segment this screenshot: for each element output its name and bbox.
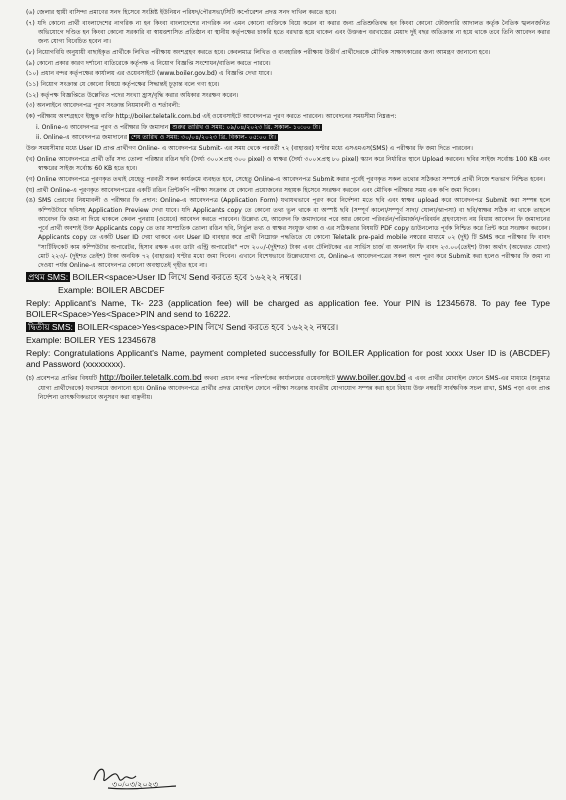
signature-date: ৩০/০৩/২০২৩ [112,780,159,789]
section-3-heading: (৩) অনলাইনে আবেদনপত্র পূরণ সংক্রান্ত নিয়মাবলী ও শর্তাবলী: [26,102,180,110]
start-label: i. [36,123,40,131]
verify-para: (গ) Online আবেদনপত্রে পূরণকৃত তথ্যই যেহেতু পরবর্তী সকল কার্যক্রমে ব্যবহৃত হবে, সেহেতু Online-এ আবেদনপত্র Submit করার পূর্বেই পূরণকৃত সকল তথ্যের সঠিকতা সম্পর্কে প্রার্থী নিজে শতভাগ নিশ্চিত হবেন। [26,175,546,183]
item-7: (৭) যদি কোনো প্রার্থী বাংলাদেশের নাগরিক না হন কিংবা বাংলাদেশের নাগরিক নন এমন কোনো ব্যক্তিকে বিয়ে করেন বা করার জন্য প্রতিশ্রুতিবদ্ধ হন কিংবা কোনো ফৌজদারি আদালত কর্তৃক নৈতিক স্খলনজনিত অভিযোগে দণ্ডিত হন কিংবা কোনো সরকারি বা স্বায়ত্তশাসিত প্রতিষ্ঠান বা স্থানীয় কর্তৃপক্ষের চাকরি হতে বরখাস্ত হয়ে থাকেন এবং উক্তরূপ বরখাস্তের মেয়াদ দুই বছর অতিক্রান্ত না হয়ে থাকে তবে তিনি আবেদন করার জন্য যোগ্য বিবেচিত হবেন না। [26,19,550,46]
online-intro: (ক) পরীক্ষায় অংশগ্রহণে ইচ্ছুক ব্যক্তি http://boiler.teletalk.com.bd এই ওয়েবসাইটে আবেদনপত্র পূরণ করতে পারবেন। আবেদনের সময়সীমা নিম্নরূপ: [26,113,397,121]
item-11: (১১) নিয়োগ সংক্রান্ত যে কোনো বিষয়ে কর্তৃপক্ষের সিদ্ধান্তই চূড়ান্ত বলে গণ্য হবে। [26,81,220,89]
sms-rules-para: (ঙ) SMS প্রেরণের নিয়মাবলী ও পরীক্ষার ফি প্রদান: Online-এ আবেদনপত্র (Application Form) যথাযথভাবে পূরণ করে নির্দেশনা মতে ছবি এবং স্বাক্ষর upload করে আবেদনপত্র Submit করা সম্পন্ন হলে কম্পিউটারে ছবিসহ Application Preview দেখা যাবে। যদি Applicants copy তে কোনো তথ্য ভুল থাকে বা অস্পষ্ট ছবি (সম্পূর্ণ কালো/সম্পূর্ণ সাদা/ ঘোলা/ঝাপসা) বা ছবি/স্বাক্ষর সঠিক না থাকে তাহলে আবেদন ফি জমা না দিয়ে থাকলে কেবল পুনরায় (ওয়েবে) আবেদন করতে পারবেন। উল্লেখ্য যে, আবেদন ফি জমাদানের পরে আর কোনো পরিবর্তন/পরিমার্জন/পরিবর্ধন গ্রহণযোগ্য নয় বিধায় আবেদন ফি জমাদানের পূর্বে প্রার্থী অবশ্যই উক্ত Applicants copy তে তার সাম্প্রতিক তোলা রঙিন ছবি, নির্ভুল তথ্য ও স্বাক্ষর সংযুক্ত থাকা ও এর সঠিকতার বিষয়টি PDF copy ডাউনলোড পূর্বক নিশ্চিত করে প্রিন্ট করে সংরক্ষণ করবেন। Applicants copy তে একটি User ID দেয়া থাকবে এবং User ID ব্যবহার করে প্রার্থী নিম্নোক্ত পদ্ধতিতে যে কোনো Teletalk pre-paid mobile নম্বরের মাধ্যমে ০২ (দুই) টি SMS করে পরীক্ষার ফি বাবদ "সার্টিফিকেট কাম কম্পিউটার অপারেটর, হিসাব রক্ষক এবং ডাটা এন্ট্রি অপারেটর" পদে ২০০/-(দুইশত) টাকা এবং টেলিটকের এর সার্ভিস চার্জ বা অনলাইন ফি বাবদ ২৩.০০(তেইশ) টাকা অর্থাৎ (অফেরত যোগ্য) মোট ২২৩/- (দুইশত তেইশ) টাকা অনধিক ৭২ (বাহাত্তর) ঘণ্টার মধ্যে জমা দিবেন। এখানে বিশেষভাবে উল্লেখযোগ্য যে, Online-এ আবেদনপত্রের সকল অংশ পূরণ করে Submit করা হলেও পরীক্ষার ফি জমা না দেওয়া পর্যন্ত Online-এ আবেদনপত্র কোনো অবস্থাতেই গৃহীত হবে না। [26,197,550,270]
photo-para: (খ) Online আবেদনপত্রে প্রার্থী তাঁর সদ্য তোলা পরিষ্কার রঙিন ছবি (দৈর্ঘ্য ৩০০×প্রস্থ ৩০০ pixel) ও স্বাক্ষর (দৈর্ঘ্য ৩০০×প্রস্থ ৮০ pixel) স্ক্যান করে নির্ধারিত স্থানে Upload করবেন। ছবির সাইজ সর্বোচ্চ 100 KB এবং স্বাক্ষরের সাইজ সর্বোচ্চ 60 KB হতে হবে। [26,155,550,173]
sms1-line [26,272,550,284]
sms1-reply: Reply: Applicant's Name, Tk- 223 (application fee) will be charged as application fee. Your PIN is 12345678. To pay fee Type BOILER<Space>Yes<Space>PIN and send to 16222. [26,297,550,320]
sms2-line [26,322,550,334]
sms2-reply: Reply: Congratulations Applicant's Name, payment completed successfully for BOILER Application for post xxxx User ID is (ABCDEF) and Password (xxxxxxxx). [26,347,550,370]
start-text: Online-এ আবেদনপত্র পূরণ ও পরীক্ষার ফি জমাদান [41,123,169,131]
end-label: ii. [36,134,42,142]
item-10: (১০) প্রধান বন্দর কর্তৃপক্ষের কার্যালয় এর ওয়েবসাইটে (www.boiler.gov.bd) এ বিজ্ঞপ্তি দেখা যাবে। [26,70,272,78]
start-date-line [26,123,550,132]
closing-rest: এ এবং প্রার্থীর মোবাইল ফোনে SMS-এর মাধ্যমে (শুধুমাত্র যোগ্য প্রার্থীদেরকে) যথাসময়ে জানানো হবে। Online আবেদনপত্রে প্রার্থীর প্রদত্ত মোবাইল ফোনে পরীক্ষা সংক্রান্ত যাবতীয় যোগাযোগ সম্পন্ন করা হবে বিধায় উক্ত নম্বরটি সার্বক্ষণিক সচল রাখা, SMS পড়া এবং প্রাপ্ত নির্দেশনা তাৎক্ষণিকভাবে অনুসরণ করা বাঞ্ছনীয়। [38,375,551,402]
item-6: (৬) জেলার স্থায়ী বাসিন্দা প্রমাণের সনদ হিসেবে সংশ্লিষ্ট ইউনিয়ন পরিষদ/পৌরসভা/সিটি কর্পোরেশন প্রদত্ত সনদ দাখিল করতে হবে। [26,9,337,16]
print-para: (ঘ) প্রার্থী Online-এ পূরণকৃত আবেদনপত্রের একটি রঙিন প্রিন্টকপি পরীক্ষা সংক্রান্ত যে কোনো প্রয়োজনের সহায়ক হিসেবে সংরক্ষণ করবেন এবং মৌখিক পরীক্ষার সময় এক কপি জমা দিবেন। [26,186,480,194]
closing-post: অথবা প্রধান বন্দর পরিদর্শকের কার্যালয়ের ওয়েবসাইটে [203,375,335,383]
item-9: (৯) কোনো প্রকার কারণ দর্শানো ব্যতিরেকে কর্তৃপক্ষ এ নিয়োগ বিজ্ঞপ্তি সংশোধন/বাতিল করতে পারবে। [26,59,271,67]
sms1-example: Example: BOILER ABCDEF [58,284,165,295]
end-date-line [26,133,550,142]
item-12: (১২) কর্তৃপক্ষ বিজ্ঞপ্তিতে উল্লেখিত পদের সংখ্যা হ্রাস/বৃদ্ধি করার অধিকার সংরক্ষণ করেন। [26,91,239,99]
sms2-example: Example: BOILER YES 12345678 [26,335,156,346]
end-date-highlight: শেষ তারিখ ও সময়: ৩০/০৪/২০২৩ খ্রি. বিকাল- ০৫:০০ টা। [130,134,276,142]
user-id-para: উক্ত সময়সীমার মধ্যে User ID প্রাপ্ত প্রার্থীগণ Online- এ আবেদনপত্র Submit- এর সময় থেকে পরবর্তী ৭২ (বাহাত্তর) ঘণ্টার মধ্যে এসএমএস(SMS) এ পরীক্ষার ফি জমা দিতে পারবেন। [26,145,473,153]
admit-card-para [26,372,550,402]
sms1-text: BOILER<space>User ID লিখে Send করতে হবে ১৬২২২ নম্বরে। [72,271,302,282]
closing-pre: (চ) প্রবেশপত্র প্রাপ্তির বিষয়টি [26,375,98,383]
boiler-site-link[interactable]: www.boiler.gov.bd [337,372,406,383]
end-text: Online-এ আবেদনপত্র জমাদানের [43,134,128,142]
sms1-label: প্রথম SMS: [28,271,69,282]
start-date-highlight: শুরুর তারিখ ও সময়: ০৯/০৪/২০২৩ খ্রি. সকাল- ১০:০০ টা। [172,123,321,131]
sms2-label: দ্বিতীয় SMS: [28,322,73,333]
sms2-text: BOILER<space>Yes<space>PIN লিখে Send করতে হবে ১৬২২২ নম্বরে। [77,322,339,333]
item-8: (৮) নিয়োগবিধি অনুযায়ী বাছাইকৃত প্রার্থীকে লিখিত পরীক্ষায় অংশগ্রহণ করতে হবে। কেবলমাত্র লিখিত ও ব্যবহারিক পরীক্ষায় উত্তীর্ণ প্রার্থীদেরকে মৌখিক সাক্ষাৎকারের জন্য আমন্ত্রণ জানানো হবে। [26,48,491,56]
teletalk-link[interactable]: http://boiler.teletalk.com.bd [99,372,202,383]
